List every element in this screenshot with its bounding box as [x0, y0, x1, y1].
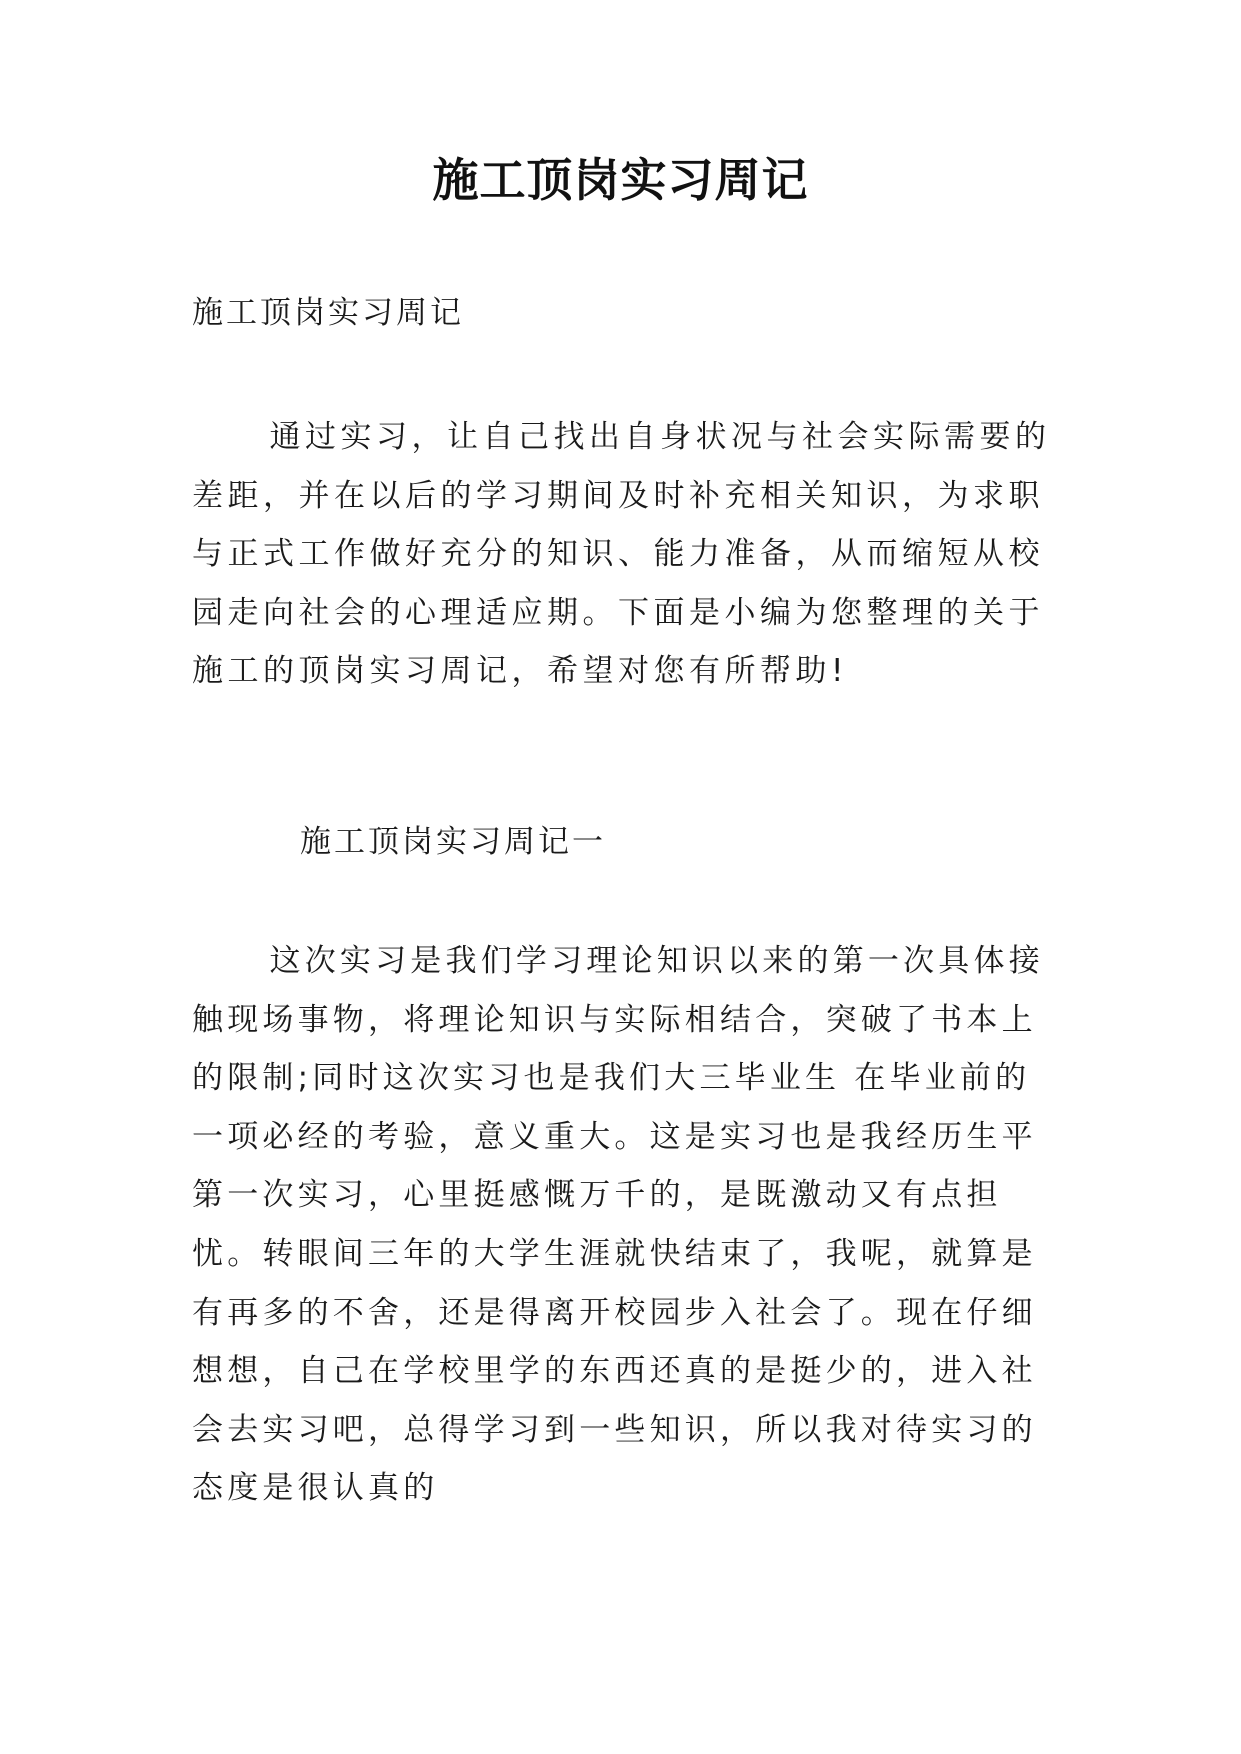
document-title: 施工顶岗实习周记 [432, 153, 809, 207]
document-subtitle: 施工顶岗实习周记 [192, 295, 464, 331]
body-paragraph: 这次实习是我们学习理论知识以来的第一次具体接触现场事物，将理论知识与实际相结合，突破了书本上的限制;同时这次实习也是我们大三毕业生 在毕业前的一项必经的考验，意义重大。这是实习也是我经历生平第一次实习，心里挺感慨万千的，是既激动又有点担忧。转眼间三年的大学生涯就快结束了，我呢，就算是有再多的不舍，还是得离开校园步入社会了。现在仔细想想，自己在学校里学的东西还真的是挺少的，进入社会去实习吧，总得学习到一些知识，所以我对待实习的态度是很认真的 [192, 943, 1044, 1507]
intro-paragraph: 通过实习，让自己找出自身状况与社会实际需要的差距，并在以后的学习期间及时补充相关知识，为求职与正式工作做好充分的知识、能力准备，从而缩短从校园走向社会的心理适应期。下面是小编为您整理的关于施工的顶岗实习周记，希望对您有所帮助! [192, 419, 1051, 690]
section-heading: 施工顶岗实习周记一 [300, 824, 606, 860]
